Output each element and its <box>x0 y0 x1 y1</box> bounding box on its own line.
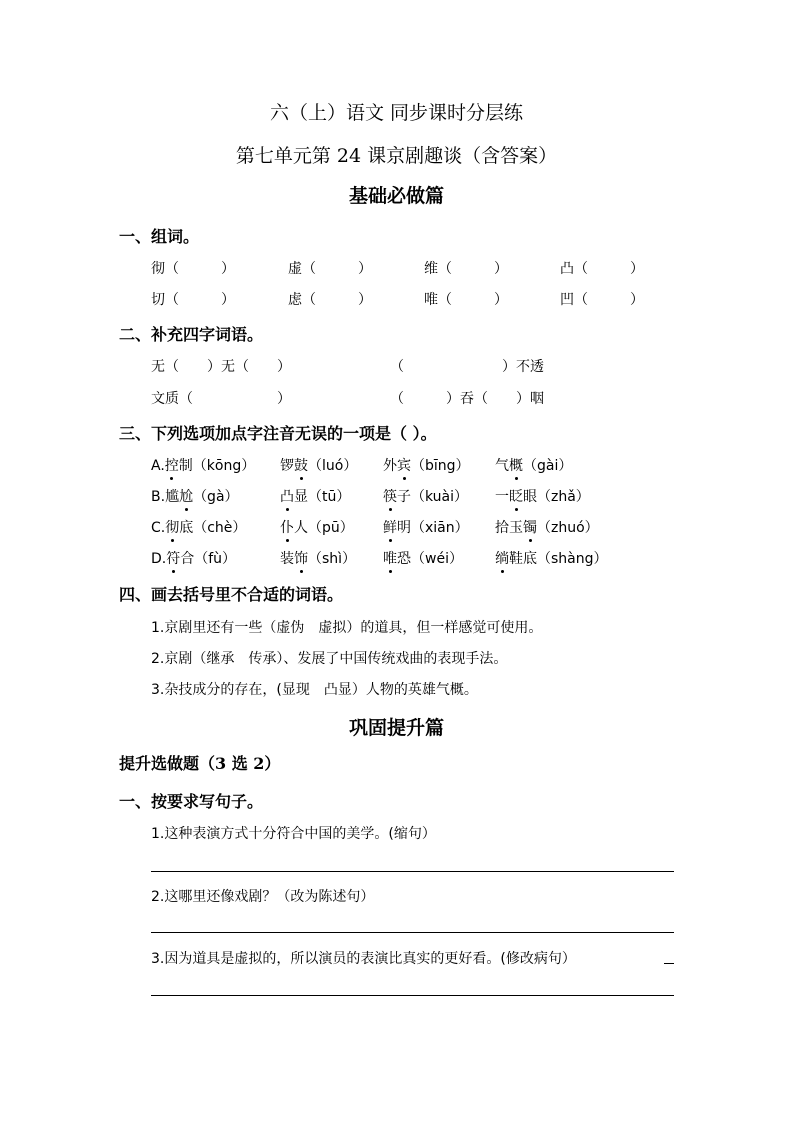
option-text: （zhuó） <box>537 520 599 536</box>
option-text: 明（xiān） <box>397 520 469 536</box>
option-text: 显（tū） <box>294 489 351 505</box>
option-letter: B. <box>151 489 166 505</box>
word-group-blank: 凹（ ） <box>560 292 644 308</box>
pinyin-option <box>495 455 572 475</box>
dotted-char: 尬 <box>179 486 193 506</box>
answer-line[interactable] <box>151 871 674 872</box>
dotted-char: 概 <box>509 455 523 475</box>
question-item: 3.杂技成分的存在，(显现 凸显）人物的英雄气概。 <box>151 682 478 698</box>
dotted-char: 鲜 <box>383 517 397 537</box>
dotted-char: 彻 <box>165 517 179 537</box>
pinyin-option <box>151 517 246 537</box>
word-group-blank: 切（ ） <box>151 292 235 308</box>
question-item: 1.这种表演方式十分符合中国的美学。(缩句） <box>151 826 436 842</box>
pinyin-option <box>495 486 590 506</box>
option-text: 人（pū） <box>294 520 354 536</box>
word-group-blank: 凸（ ） <box>560 261 644 277</box>
dotted-char: 控 <box>165 455 179 475</box>
dotted-char: 筷 <box>383 486 397 506</box>
option-text: 拾玉 <box>495 520 523 536</box>
option-text: 恐（wéi） <box>397 551 463 567</box>
worksheet-title: 六（上）语文 同步课时分层练 <box>269 102 524 124</box>
pinyin-option <box>495 548 608 568</box>
part-advanced-title: 巩固提升篇 <box>348 717 444 739</box>
pinyin-option <box>280 455 357 475</box>
dotted-char: 绱 <box>495 548 509 568</box>
option-text: （shì） <box>308 551 357 567</box>
question-item: 1.京剧里还有一些（虚伪 虚拟）的道具，但一样感觉可使用。 <box>151 620 543 636</box>
word-group-blank: 彻（ ） <box>151 261 235 277</box>
optional-heading: 提升选做题（3 选 2） <box>119 754 281 773</box>
pinyin-option <box>280 548 356 568</box>
section-4-heading: 四、画去括号里不合适的词语。 <box>119 585 344 604</box>
option-text: 合（fù） <box>180 551 237 567</box>
option-text: （gài） <box>523 458 573 474</box>
option-letter: A. <box>151 458 165 474</box>
dotted-char: 饰 <box>294 548 308 568</box>
pinyin-option <box>383 548 463 568</box>
option-text: 一 <box>495 489 509 505</box>
dotted-char: 唯 <box>383 548 397 568</box>
pinyin-option <box>495 517 599 537</box>
lesson-title: 第七单元第 24 课京剧趣谈（含答案） <box>235 145 558 167</box>
pinyin-option <box>383 517 469 537</box>
question-item: 2.京剧（继承 传承）、发展了中国传统戏曲的表现手法。 <box>151 651 508 667</box>
section-1-heading: 一、组词。 <box>119 227 200 246</box>
pinyin-option <box>280 517 354 537</box>
option-letter: C. <box>151 520 166 536</box>
option-text: （luó） <box>308 458 358 474</box>
option-text: （gà） <box>193 489 239 505</box>
dotted-char: 眨 <box>509 486 523 506</box>
idiom-blank: （ ）吞（ ）咽 <box>390 391 544 407</box>
option-text: 底（chè） <box>179 520 247 536</box>
option-text: 子（kuài） <box>397 489 469 505</box>
pinyin-option <box>383 486 468 506</box>
idiom-blank: 文质（ ） <box>151 391 291 407</box>
option-text: 鞋底（shàng） <box>509 551 608 567</box>
word-group-blank: 维（ ） <box>424 261 508 277</box>
dotted-char: 宾 <box>397 455 411 475</box>
pinyin-option <box>151 548 236 568</box>
dotted-char: 镯 <box>523 517 537 537</box>
section-5-heading: 一、按要求写句子。 <box>119 792 264 811</box>
question-item: 2.这哪里还像戏剧？（改为陈述句） <box>151 889 375 905</box>
option-text: 眼（zhǎ） <box>523 489 590 505</box>
option-text: 装 <box>280 551 294 567</box>
dotted-char: 凸 <box>280 486 294 506</box>
part-basic-title: 基础必做篇 <box>348 185 444 207</box>
dotted-char: 符 <box>166 548 180 568</box>
dotted-char: 仆 <box>280 517 294 537</box>
option-text: 气 <box>495 458 509 474</box>
dotted-char: 鼓 <box>294 455 308 475</box>
option-text: 外 <box>383 458 397 474</box>
question-item: 3.因为道具是虚拟的，所以演员的表演比真实的更好看。(修改病句） <box>151 951 576 967</box>
idiom-blank: （ ）不透 <box>390 359 544 375</box>
pinyin-option <box>151 486 239 506</box>
option-text: 尴 <box>165 489 180 505</box>
pinyin-option <box>383 455 470 475</box>
idiom-blank: 无（ ）无（ ） <box>151 359 291 375</box>
option-text: 锣 <box>280 458 294 474</box>
section-2-heading: 二、补充四字词语。 <box>119 325 264 344</box>
answer-line[interactable] <box>151 995 674 996</box>
option-text: （bīng） <box>411 458 470 474</box>
pinyin-option <box>280 486 350 506</box>
word-group-blank: 唯（ ） <box>424 292 508 308</box>
section-3-heading: 三、下列选项加点字注音无误的一项是（ ）。 <box>119 424 437 443</box>
pinyin-option <box>151 455 255 475</box>
word-group-blank: 虚（ ） <box>288 261 372 277</box>
answer-line-short[interactable] <box>664 963 674 964</box>
word-group-blank: 虑（ ） <box>288 292 372 308</box>
answer-line[interactable] <box>151 932 674 933</box>
option-text: 制（kōng） <box>178 458 256 474</box>
option-letter: D. <box>151 551 167 567</box>
